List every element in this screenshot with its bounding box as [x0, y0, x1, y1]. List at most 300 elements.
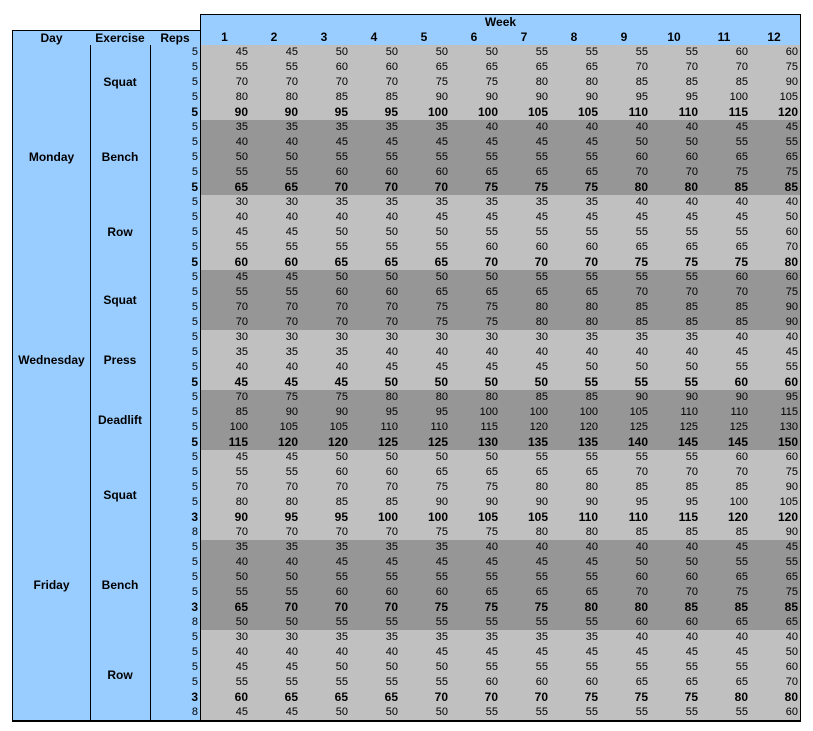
weight-cell[interactable]: 80	[550, 300, 601, 316]
weight-cell[interactable]: 30	[200, 330, 251, 346]
weight-cell[interactable]: 40	[450, 345, 501, 361]
weight-cell[interactable]: 50	[350, 375, 401, 391]
weight-cell[interactable]: 85	[600, 300, 651, 316]
weight-cell[interactable]: 120	[300, 435, 351, 451]
weight-cell[interactable]: 70	[700, 285, 751, 301]
weight-cell[interactable]: 65	[200, 180, 251, 196]
weight-cell[interactable]: 55	[700, 705, 751, 721]
day-name-cell[interactable]: Friday	[12, 450, 91, 721]
weight-cell[interactable]: 65	[450, 285, 501, 301]
week-number-header[interactable]: 3	[300, 30, 351, 46]
weight-cell[interactable]: 55	[650, 375, 701, 391]
weight-cell[interactable]: 95	[300, 105, 351, 121]
weight-cell[interactable]: 60	[300, 285, 351, 301]
weight-cell[interactable]: 65	[400, 285, 451, 301]
weight-cell[interactable]: 55	[550, 270, 601, 286]
weight-cell[interactable]: 55	[400, 240, 451, 256]
weight-cell[interactable]: 60	[450, 240, 501, 256]
weight-cell[interactable]: 35	[500, 195, 551, 211]
day-name-cell[interactable]: Wednesday	[12, 270, 91, 451]
weight-cell[interactable]: 35	[550, 330, 601, 346]
weight-cell[interactable]: 75	[750, 585, 801, 601]
weight-cell[interactable]: 65	[750, 615, 801, 631]
weight-cell[interactable]: 50	[750, 645, 801, 661]
weight-cell[interactable]: 50	[200, 150, 251, 166]
weight-cell[interactable]: 70	[250, 315, 301, 331]
weight-cell[interactable]: 60	[350, 585, 401, 601]
reps-cell[interactable]: 5	[150, 585, 201, 601]
weight-cell[interactable]: 70	[200, 315, 251, 331]
weight-cell[interactable]: 90	[750, 480, 801, 496]
weight-cell[interactable]: 75	[650, 255, 701, 271]
weight-cell[interactable]: 35	[550, 195, 601, 211]
reps-cell[interactable]: 3	[150, 690, 201, 706]
weight-cell[interactable]: 125	[350, 435, 401, 451]
weight-cell[interactable]: 40	[350, 345, 401, 361]
weight-cell[interactable]: 30	[250, 195, 301, 211]
weight-cell[interactable]: 75	[450, 480, 501, 496]
weight-cell[interactable]: 40	[550, 540, 601, 556]
weight-cell[interactable]: 65	[600, 675, 651, 691]
weight-cell[interactable]: 70	[200, 525, 251, 541]
reps-cell[interactable]: 5	[150, 120, 201, 136]
weight-cell[interactable]: 80	[600, 600, 651, 616]
weight-cell[interactable]: 70	[700, 465, 751, 481]
weight-cell[interactable]: 65	[650, 675, 701, 691]
weight-cell[interactable]: 55	[600, 450, 651, 466]
weight-cell[interactable]: 35	[300, 120, 351, 136]
weight-cell[interactable]: 70	[750, 675, 801, 691]
weight-cell[interactable]: 30	[200, 195, 251, 211]
weight-cell[interactable]: 70	[500, 690, 551, 706]
weight-cell[interactable]: 45	[600, 645, 651, 661]
weight-cell[interactable]: 40	[500, 345, 551, 361]
weight-cell[interactable]: 55	[300, 240, 351, 256]
weight-cell[interactable]: 45	[500, 555, 551, 571]
weight-cell[interactable]: 65	[400, 60, 451, 76]
weight-cell[interactable]: 35	[400, 540, 451, 556]
exercise-name-cell[interactable]: Row	[90, 195, 151, 271]
weight-cell[interactable]: 30	[200, 630, 251, 646]
weight-cell[interactable]: 65	[550, 285, 601, 301]
weight-cell[interactable]: 105	[300, 420, 351, 436]
weight-cell[interactable]: 70	[250, 300, 301, 316]
weight-cell[interactable]: 85	[600, 525, 651, 541]
weight-cell[interactable]: 45	[200, 705, 251, 721]
weight-cell[interactable]: 45	[200, 450, 251, 466]
weight-cell[interactable]: 70	[750, 240, 801, 256]
weight-cell[interactable]: 45	[200, 45, 251, 61]
weight-cell[interactable]: 55	[200, 165, 251, 181]
weight-cell[interactable]: 75	[750, 165, 801, 181]
weight-cell[interactable]: 55	[500, 660, 551, 676]
reps-cell[interactable]: 5	[150, 450, 201, 466]
weight-cell[interactable]: 95	[250, 510, 301, 526]
week-number-header[interactable]: 10	[650, 30, 701, 46]
weight-cell[interactable]: 60	[750, 705, 801, 721]
weight-cell[interactable]: 65	[300, 255, 351, 271]
exercise-name-cell[interactable]: Squat	[90, 45, 151, 121]
weight-cell[interactable]: 115	[200, 435, 251, 451]
weight-cell[interactable]: 60	[200, 690, 251, 706]
reps-cell[interactable]: 5	[150, 195, 201, 211]
weight-cell[interactable]: 120	[750, 510, 801, 526]
weight-cell[interactable]: 70	[400, 690, 451, 706]
weight-cell[interactable]: 70	[600, 60, 651, 76]
reps-cell[interactable]: 5	[150, 630, 201, 646]
weight-cell[interactable]: 40	[650, 195, 701, 211]
weight-cell[interactable]: 105	[600, 405, 651, 421]
weight-cell[interactable]: 90	[200, 510, 251, 526]
weight-cell[interactable]: 60	[650, 570, 701, 586]
weight-cell[interactable]: 45	[600, 210, 651, 226]
weight-cell[interactable]: 50	[200, 615, 251, 631]
day-name-cell[interactable]: Monday	[12, 45, 91, 271]
weight-cell[interactable]: 55	[300, 570, 351, 586]
weight-cell[interactable]: 40	[600, 540, 651, 556]
weight-cell[interactable]: 50	[250, 150, 301, 166]
weight-cell[interactable]: 80	[650, 180, 701, 196]
weight-cell[interactable]: 55	[250, 240, 301, 256]
weight-cell[interactable]: 60	[550, 240, 601, 256]
weight-cell[interactable]: 70	[200, 390, 251, 406]
weight-cell[interactable]: 85	[350, 495, 401, 511]
weight-cell[interactable]: 40	[300, 645, 351, 661]
weight-cell[interactable]: 70	[250, 525, 301, 541]
weight-cell[interactable]: 35	[300, 630, 351, 646]
weight-cell[interactable]: 65	[400, 465, 451, 481]
weight-cell[interactable]: 35	[350, 540, 401, 556]
weight-cell[interactable]: 65	[700, 675, 751, 691]
weight-cell[interactable]: 85	[650, 315, 701, 331]
weight-cell[interactable]: 105	[450, 510, 501, 526]
reps-cell[interactable]: 5	[150, 540, 201, 556]
weight-cell[interactable]: 45	[250, 705, 301, 721]
weight-cell[interactable]: 100	[550, 405, 601, 421]
weight-cell[interactable]: 65	[700, 570, 751, 586]
weight-cell[interactable]: 65	[550, 165, 601, 181]
weight-cell[interactable]: 40	[650, 540, 701, 556]
weight-cell[interactable]: 70	[650, 165, 701, 181]
exercise-name-cell[interactable]: Squat	[90, 450, 151, 541]
weight-cell[interactable]: 45	[550, 645, 601, 661]
weight-cell[interactable]: 45	[250, 660, 301, 676]
weight-cell[interactable]: 75	[700, 585, 751, 601]
weight-cell[interactable]: 45	[500, 135, 551, 151]
weight-cell[interactable]: 70	[600, 165, 651, 181]
weight-cell[interactable]: 45	[650, 210, 701, 226]
weight-cell[interactable]: 50	[350, 660, 401, 676]
weight-cell[interactable]: 45	[500, 645, 551, 661]
weight-cell[interactable]: 45	[700, 345, 751, 361]
weight-cell[interactable]: 75	[450, 300, 501, 316]
weight-cell[interactable]: 150	[750, 435, 801, 451]
weight-cell[interactable]: 50	[400, 450, 451, 466]
weight-cell[interactable]: 70	[650, 465, 701, 481]
weight-cell[interactable]: 85	[700, 75, 751, 91]
weight-cell[interactable]: 35	[350, 195, 401, 211]
weight-cell[interactable]: 45	[750, 540, 801, 556]
reps-cell[interactable]: 5	[150, 420, 201, 436]
weight-cell[interactable]: 90	[550, 90, 601, 106]
weight-cell[interactable]: 55	[350, 570, 401, 586]
weight-cell[interactable]: 40	[400, 345, 451, 361]
weight-cell[interactable]: 80	[750, 690, 801, 706]
reps-cell[interactable]: 5	[150, 480, 201, 496]
weight-cell[interactable]: 45	[700, 120, 751, 136]
weight-cell[interactable]: 85	[700, 300, 751, 316]
weight-cell[interactable]: 55	[350, 150, 401, 166]
weight-cell[interactable]: 55	[350, 240, 401, 256]
weight-cell[interactable]: 55	[700, 660, 751, 676]
weight-cell[interactable]: 50	[250, 570, 301, 586]
weight-cell[interactable]: 70	[600, 585, 651, 601]
weight-cell[interactable]: 120	[750, 105, 801, 121]
weight-cell[interactable]: 40	[250, 135, 301, 151]
weight-cell[interactable]: 40	[650, 345, 701, 361]
weight-cell[interactable]: 45	[400, 645, 451, 661]
weight-cell[interactable]: 60	[750, 660, 801, 676]
weight-cell[interactable]: 85	[650, 300, 701, 316]
weight-cell[interactable]: 115	[450, 420, 501, 436]
weight-cell[interactable]: 40	[600, 195, 651, 211]
weight-cell[interactable]: 55	[550, 150, 601, 166]
weight-cell[interactable]: 45	[200, 660, 251, 676]
reps-cell[interactable]: 5	[150, 660, 201, 676]
weight-cell[interactable]: 80	[250, 495, 301, 511]
weight-cell[interactable]: 100	[400, 105, 451, 121]
weight-cell[interactable]: 30	[250, 330, 301, 346]
weight-cell[interactable]: 60	[300, 585, 351, 601]
weight-cell[interactable]: 85	[650, 75, 701, 91]
weight-cell[interactable]: 90	[500, 495, 551, 511]
weight-cell[interactable]: 135	[500, 435, 551, 451]
weight-cell[interactable]: 40	[450, 120, 501, 136]
weight-cell[interactable]: 55	[500, 570, 551, 586]
weight-cell[interactable]: 110	[650, 405, 701, 421]
weight-cell[interactable]: 55	[650, 450, 701, 466]
weight-cell[interactable]: 45	[450, 555, 501, 571]
weight-cell[interactable]: 65	[250, 180, 301, 196]
weight-cell[interactable]: 70	[500, 255, 551, 271]
reps-cell[interactable]: 8	[150, 525, 201, 541]
weight-cell[interactable]: 65	[750, 150, 801, 166]
weight-cell[interactable]: 40	[250, 360, 301, 376]
weight-cell[interactable]: 55	[250, 165, 301, 181]
weight-cell[interactable]: 75	[400, 75, 451, 91]
weight-cell[interactable]: 60	[650, 615, 701, 631]
weight-cell[interactable]: 75	[600, 255, 651, 271]
weight-cell[interactable]: 55	[300, 675, 351, 691]
weight-cell[interactable]: 70	[300, 480, 351, 496]
weight-cell[interactable]: 100	[200, 420, 251, 436]
reps-cell[interactable]: 5	[150, 645, 201, 661]
day-column-header[interactable]: Day	[12, 30, 91, 46]
weight-cell[interactable]: 60	[600, 615, 651, 631]
weight-cell[interactable]: 85	[600, 480, 651, 496]
reps-cell[interactable]: 5	[150, 375, 201, 391]
weight-cell[interactable]: 65	[700, 615, 751, 631]
weight-cell[interactable]: 30	[250, 630, 301, 646]
weight-cell[interactable]: 65	[550, 585, 601, 601]
weight-cell[interactable]: 55	[200, 585, 251, 601]
weight-cell[interactable]: 35	[650, 330, 701, 346]
weight-cell[interactable]: 50	[350, 45, 401, 61]
weight-cell[interactable]: 50	[450, 45, 501, 61]
weight-cell[interactable]: 95	[400, 405, 451, 421]
weight-cell[interactable]: 70	[200, 480, 251, 496]
weight-cell[interactable]: 55	[400, 150, 451, 166]
weight-cell[interactable]: 60	[400, 165, 451, 181]
weight-cell[interactable]: 70	[350, 480, 401, 496]
weight-cell[interactable]: 50	[350, 225, 401, 241]
weight-cell[interactable]: 55	[600, 375, 651, 391]
weight-cell[interactable]: 55	[300, 150, 351, 166]
weight-cell[interactable]: 75	[650, 690, 701, 706]
weight-cell[interactable]: 90	[250, 405, 301, 421]
weight-cell[interactable]: 90	[500, 90, 551, 106]
weight-cell[interactable]: 120	[700, 510, 751, 526]
weight-cell[interactable]: 70	[350, 525, 401, 541]
weight-cell[interactable]: 70	[550, 255, 601, 271]
weight-cell[interactable]: 75	[700, 255, 751, 271]
weight-cell[interactable]: 40	[200, 645, 251, 661]
weight-cell[interactable]: 35	[450, 195, 501, 211]
weight-cell[interactable]: 70	[250, 75, 301, 91]
weight-cell[interactable]: 75	[750, 285, 801, 301]
weight-cell[interactable]: 65	[250, 690, 301, 706]
weight-cell[interactable]: 80	[200, 90, 251, 106]
weight-cell[interactable]: 55	[500, 150, 551, 166]
weight-cell[interactable]: 50	[400, 225, 451, 241]
reps-cell[interactable]: 5	[150, 360, 201, 376]
reps-cell[interactable]: 5	[150, 90, 201, 106]
weight-cell[interactable]: 60	[300, 465, 351, 481]
weight-cell[interactable]: 85	[300, 90, 351, 106]
weight-cell[interactable]: 75	[750, 60, 801, 76]
weight-cell[interactable]: 40	[700, 195, 751, 211]
weight-cell[interactable]: 50	[450, 375, 501, 391]
weight-cell[interactable]: 45	[500, 210, 551, 226]
weight-cell[interactable]: 105	[500, 105, 551, 121]
weight-cell[interactable]: 55	[600, 45, 651, 61]
weight-cell[interactable]: 70	[300, 75, 351, 91]
reps-cell[interactable]: 5	[150, 165, 201, 181]
weight-cell[interactable]: 50	[200, 570, 251, 586]
weight-cell[interactable]: 95	[350, 405, 401, 421]
weight-cell[interactable]: 55	[600, 225, 651, 241]
weight-cell[interactable]: 55	[500, 705, 551, 721]
weight-cell[interactable]: 80	[550, 525, 601, 541]
weight-cell[interactable]: 75	[500, 180, 551, 196]
weight-cell[interactable]: 120	[550, 420, 601, 436]
weight-cell[interactable]: 35	[350, 630, 401, 646]
weight-cell[interactable]: 85	[350, 90, 401, 106]
weight-cell[interactable]: 50	[400, 375, 451, 391]
weight-cell[interactable]: 70	[300, 300, 351, 316]
weight-cell[interactable]: 40	[550, 345, 601, 361]
weight-cell[interactable]: 35	[250, 120, 301, 136]
weight-cell[interactable]: 35	[600, 330, 651, 346]
weight-cell[interactable]: 45	[250, 270, 301, 286]
weight-cell[interactable]: 140	[600, 435, 651, 451]
reps-cell[interactable]: 5	[150, 330, 201, 346]
weight-cell[interactable]: 65	[450, 60, 501, 76]
weight-cell[interactable]: 70	[600, 465, 651, 481]
weight-cell[interactable]: 35	[500, 630, 551, 646]
weight-cell[interactable]: 70	[650, 285, 701, 301]
weight-cell[interactable]: 70	[300, 525, 351, 541]
weight-cell[interactable]: 75	[550, 690, 601, 706]
weight-cell[interactable]: 105	[500, 510, 551, 526]
weight-cell[interactable]: 45	[200, 270, 251, 286]
weight-cell[interactable]: 100	[700, 495, 751, 511]
weight-cell[interactable]: 75	[250, 390, 301, 406]
weight-cell[interactable]: 65	[500, 465, 551, 481]
weight-cell[interactable]: 45	[300, 555, 351, 571]
weight-cell[interactable]: 55	[550, 615, 601, 631]
weight-cell[interactable]: 45	[400, 210, 451, 226]
weight-cell[interactable]: 120	[500, 420, 551, 436]
week-number-header[interactable]: 5	[400, 30, 451, 46]
weight-cell[interactable]: 90	[750, 315, 801, 331]
weight-cell[interactable]: 55	[350, 675, 401, 691]
weight-cell[interactable]: 55	[250, 60, 301, 76]
weight-cell[interactable]: 125	[650, 420, 701, 436]
weight-cell[interactable]: 45	[700, 210, 751, 226]
weight-cell[interactable]: 130	[450, 435, 501, 451]
weight-cell[interactable]: 90	[300, 405, 351, 421]
reps-cell[interactable]: 5	[150, 75, 201, 91]
weight-cell[interactable]: 40	[750, 195, 801, 211]
weight-cell[interactable]: 55	[600, 270, 651, 286]
weight-cell[interactable]: 50	[750, 210, 801, 226]
weight-cell[interactable]: 40	[300, 210, 351, 226]
weight-cell[interactable]: 40	[700, 330, 751, 346]
weight-cell[interactable]: 80	[500, 300, 551, 316]
weight-cell[interactable]: 85	[600, 315, 651, 331]
weight-cell[interactable]: 95	[350, 105, 401, 121]
weight-cell[interactable]: 65	[450, 465, 501, 481]
weight-cell[interactable]: 55	[250, 465, 301, 481]
weight-cell[interactable]: 80	[500, 75, 551, 91]
weight-cell[interactable]: 40	[650, 630, 701, 646]
weight-cell[interactable]: 130	[750, 420, 801, 436]
weight-cell[interactable]: 45	[300, 135, 351, 151]
weight-cell[interactable]: 40	[600, 630, 651, 646]
weight-cell[interactable]: 50	[650, 360, 701, 376]
weight-cell[interactable]: 45	[350, 135, 401, 151]
weight-cell[interactable]: 40	[300, 360, 351, 376]
reps-cell[interactable]: 3	[150, 510, 201, 526]
weight-cell[interactable]: 55	[450, 705, 501, 721]
weight-cell[interactable]: 60	[700, 450, 751, 466]
weight-cell[interactable]: 40	[200, 360, 251, 376]
weight-cell[interactable]: 45	[300, 375, 351, 391]
weight-cell[interactable]: 35	[300, 345, 351, 361]
weight-cell[interactable]: 90	[750, 525, 801, 541]
weight-cell[interactable]: 65	[450, 585, 501, 601]
reps-cell[interactable]: 5	[150, 105, 201, 121]
weight-cell[interactable]: 55	[300, 615, 351, 631]
weight-cell[interactable]: 70	[300, 180, 351, 196]
weight-cell[interactable]: 90	[550, 495, 601, 511]
weight-cell[interactable]: 55	[200, 60, 251, 76]
weight-cell[interactable]: 50	[600, 555, 651, 571]
weight-cell[interactable]: 55	[250, 675, 301, 691]
reps-cell[interactable]: 5	[150, 435, 201, 451]
weight-cell[interactable]: 40	[650, 120, 701, 136]
